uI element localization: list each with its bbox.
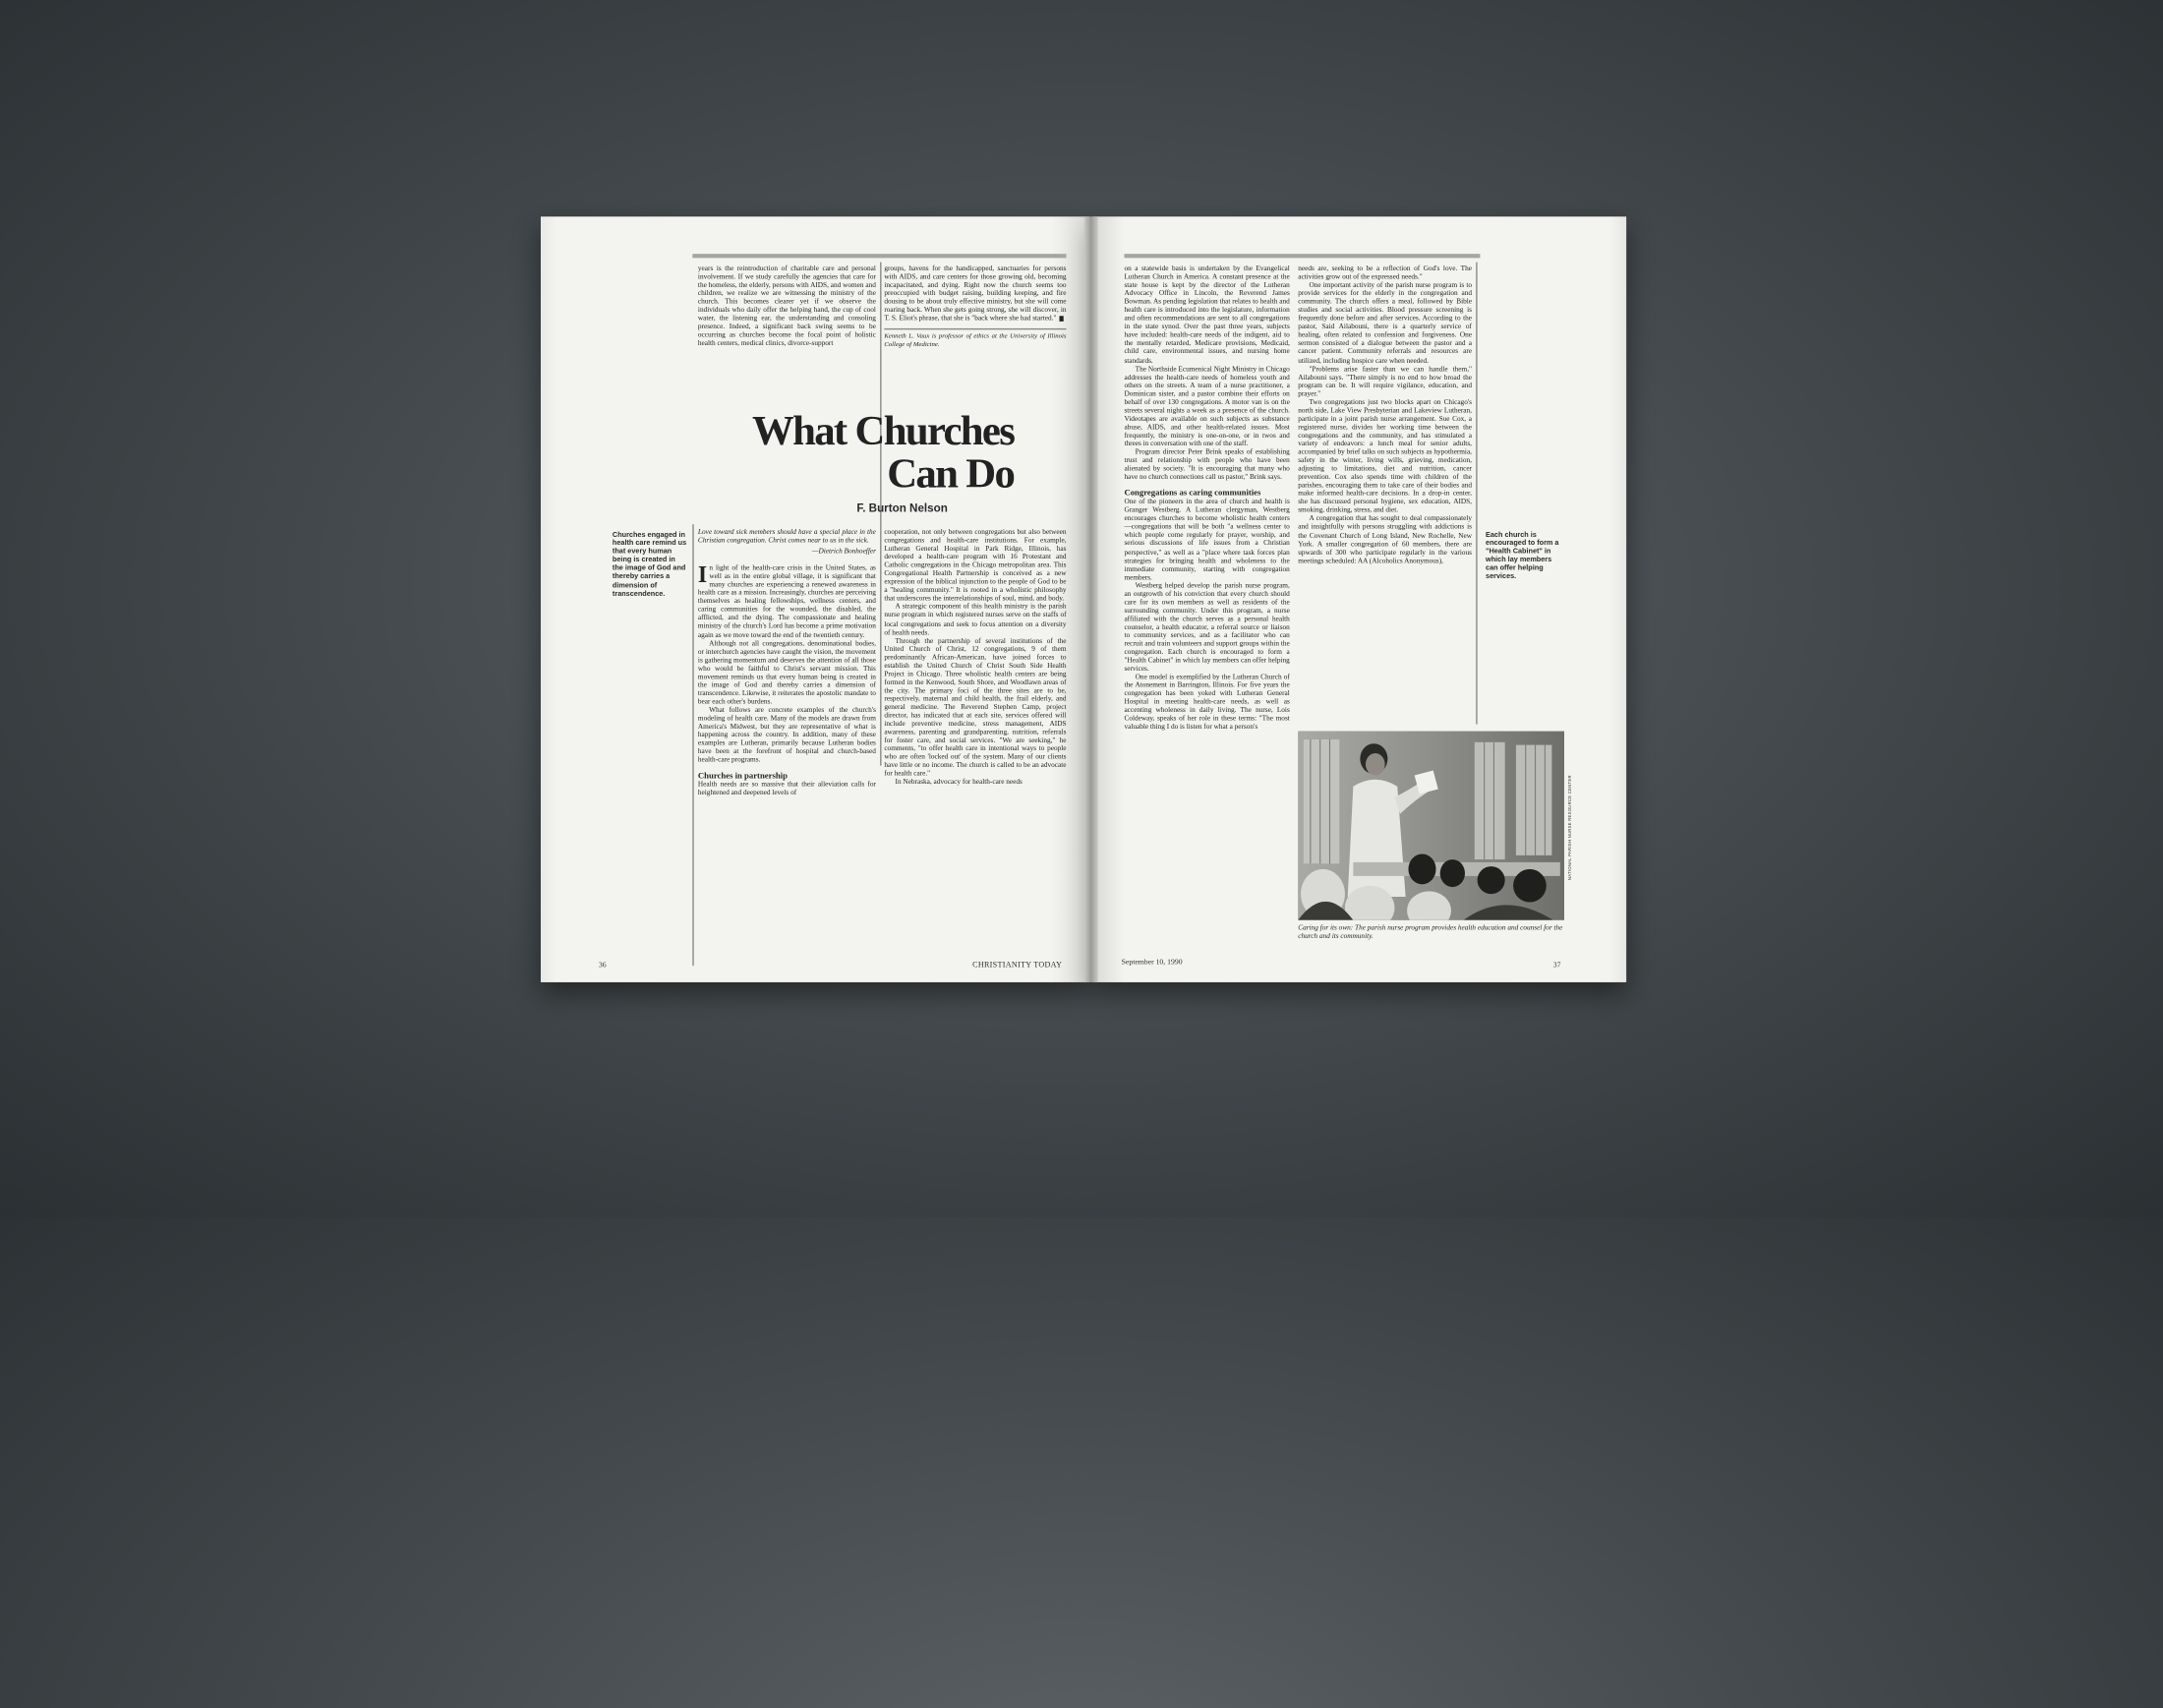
top-rule-left <box>692 254 1066 258</box>
article-column-2 <box>884 528 1066 787</box>
page-number-left: 36 <box>598 961 607 971</box>
article-paragraph-13: Westberg helped develop the parish nurse program, an outgrowth of his conviction that every church should care for its own members as well as residents of the surrounding community. Under this program, a nurse affiliated with the church serves as a personal health counselor, a health educator, a referral source or liaison to community services, and as a facilitator who can recruit and train volunteers and support groups within the congregation. Each church is encouraged to form a "Health Cabinet" in which lay members can offer helping services. <box>1124 581 1290 674</box>
article-paragraph-7: Through the partnership of several institutions of the United Church of Christ, 12 congregations, 9 of them predominantly African-American, have joined forces to establish the United Church of Christ South Side Health Project in Chicago. Three wholistic health centers are being formed in the Kenwood, South Shore, and Woodlawn areas of the city. The primary foci of the three sites are to be, respectively, maternal and child health, the frail elderly, and general medicine. The Reverend Stephen Camp, project director, has indicated that at each site, services offered will include preventive medicine, stress management, AIDS awareness, parenting and grandparenting, nutrition, referrals for foster care, and social services. "We are seeking," he comments, "to offer health care in intentional ways to people who are often 'locked out' of the system. Many of our clients have little or no income. The church is called to be an advocate for health care." <box>884 636 1067 779</box>
parish-nurse-photo <box>1298 732 1564 920</box>
epigraph-attribution: —Dietrich Bonhoeffer <box>812 548 876 557</box>
drop-cap: I <box>697 561 708 588</box>
magazine-name: CHRISTIANITY TODAY <box>972 961 1063 971</box>
article-paragraph-14: One model is exemplified by the Lutheran Church of the Atonement in Barrington, Illinois. For five years the congregation has been yoked with Lutheran General Hospital in meeting health-care needs, as well as accenting wholeness in daily living. The nurse, Lois Coldeway, speaks of her role in these terms: "The most valuable thing I do is listen for what a person's <box>1124 673 1290 733</box>
article-paragraph-12: One of the pioneers in the area of church and health is Granger Westberg. A Lutheran clergyman, Westberg encourages churches to become wholistic health centers—congregations that will be both "a wellness center to which people come regularly for prayer, worship, and serious discussions of life issues from a Christian perspective," as well as a "place where task forces plan strategies for bringing health and wholeness to the immediate community, starting with congregation members. <box>1124 498 1290 582</box>
article-paragraph-2: Although not all congregations, denominational bodies, or interchurch agencies have caught the vision, the movement is gathering momentum and deserves the attention of all those who would be faithful to Christ's servant mission. This movement reminds us that every human being is created in the image of God and thereby carries a dimension of transcendence. Likewise, it reiterates the apostolic mandate to bear each other's burdens. <box>697 639 876 707</box>
article-paragraph-5: cooperation, not only between congregations but also between congregations and health-care institutions. For example, Lutheran General Hospital in Park Ridge, Illinois, has developed a health-care program with 16 Protestant and Catholic congregations in the Chicago metropolitan area. This Congregational Health Partnership is conceived as a new expression of the biblical injunction to the people of God to be a "healing community." It is rooted in a wholistic philosophy that underscores the interrelationships of soul, mind, and body. <box>884 528 1067 604</box>
article-paragraph-18: Two congregations just two blocks apart on Chicago's north side, Lake View Presbyterian and Lakeview Lutheran, participate in a joint parish nurse arrangement. Sue Cox, a registered nurse, divides her working time between the congregations and the community, and has stimulated a variety of endeavors: a lunch meal for senior adults, accompanied by brief talks on such subjects as hypothermia, safety in the winter, living wills, grieving, medication, adjusting to limitations, diet and nutrition, cancer prevention. Cox also spends time with children of the parishes, encouraging them to take care of their bodies and make informed health-care decisions. In a drop-in center, she has discussed personal hygiene, sex education, AIDS, smoking, drinking, stress, and diet. <box>1298 398 1473 515</box>
article-paragraph-1: n light of the health-care crisis in the United States, as well as in the entire global village, it is significant that many churches are experiencing a renewed awareness in health care as a mission. Increasingly, churches are perceiving themselves as healing fellowships, wellness centers, and caring communities for the wounded, the disabled, the afflicted, and the dying. The compassionate and healing ministry of the church's Lord has become a prime motivation again as we move toward the end of the twentieth century. <box>697 564 876 640</box>
article-paragraph-4: Health needs are so massive that their alleviation calls for heightened and deepened levels of <box>697 781 876 798</box>
article-title <box>692 406 1015 498</box>
article-paragraph-6: A strategic component of this health ministry is the parish nurse program in which registered nurses serve on the staffs of local congregations and seek to focus attention on a diversity of health needs. <box>884 603 1067 637</box>
article-column-3 <box>1124 265 1289 732</box>
subhead-caring-communities: Congregations as caring communities <box>1124 488 1261 499</box>
spread-gutter <box>1084 216 1098 982</box>
article-column-4 <box>1298 265 1472 564</box>
issue-date: September 10, 1990 <box>1121 959 1183 968</box>
article-paragraph-19: A congregation that has sought to deal compassionately and insightfully with persons struggling with addictions is the Covenant Church of Long Island, New Rochelle, New York. A smaller congregation of 60 members, there are upwards of 300 who participate regularly in the various meetings scheduled: AA (Alcoholics Anonymous), <box>1298 514 1473 565</box>
prev-article-column-1 <box>698 265 876 348</box>
article-paragraph-17: "Problems arise faster than we can handle them," Ailabouni says. "There simply is no end to how broad the program can be. It will require vigilance, education, and prayer." <box>1298 365 1473 399</box>
prev-article-text-1: years is the reintroduction of charitable care and personal involvement. If we study carefully the agencies that care for the homeless, the elderly, persons with AIDS, and women and children, we realize we are witnessing the ministry of the church. This becomes clearer yet if we observe the individuals who daily offer the helping hand, the cup of cool water, the listening ear, the understanding and consoling presence. Indeed, a significant back swing seems to be occurring as churches become the focal point of holistic health centers, medical clinics, divorce-support <box>697 265 876 349</box>
article-paragraph-3: What follows are concrete examples of the church's modeling of health care. Many of the models are drawn from America's Midwest, but they are representative of what is happening across the country. In addition, many of these examples are Lutheran, primarily because Lutheran bodies have been at the forefront of hospital and church-based health-care programs. <box>697 706 876 765</box>
epigraph: Love toward sick members should have a special place in the Christian congregation. Christ comes near to us in the sick. <box>697 528 876 546</box>
article-paragraph-10: The Northside Ecumenical Night Ministry in Chicago addresses the health-care needs of homeless youth and others on the streets. A team of a nurse practitioner, a Dominican sister, and a pastor combine their efforts on behalf of over 130 congregations. A motor van is on the streets several nights a week as a presence of the church. Videotapes are available on such subjects as substance abuse, AIDS, and other health-related issues. Most frequently, the ministry is one-on-one, or in twos and threes in conversation with one of the staff. <box>1124 365 1290 448</box>
pull-quote-left: Churches engaged in health care remind us that every human being is created in the image of God and thereby carries a dimension of transcendence. <box>612 531 687 599</box>
bio-rule <box>884 328 1066 329</box>
page-number-right: 37 <box>1552 961 1561 971</box>
byline: F. Burton Nelson <box>856 501 948 515</box>
prev-article-text-2: groups, havens for the handicapped, sanctuaries for persons with AIDS, and care centers for those growing old, becoming incapacitated, and dying. Right now the church seems too preoccupied with budget raising, building keeping, and fire dousing to be about truly effective ministry, but she will come roaring back. When she gets going strong, she will discover, in T. S. Eliot's phrase, that she is "back where she had started." <box>884 265 1067 324</box>
top-rule-right <box>1124 254 1480 258</box>
article-paragraph-11: Program director Peter Brink speaks of establishing trust and relationship with people who have been alienated by society. "It is encouraging that many who have no church connections call us pastor," Brink says. <box>1124 448 1290 482</box>
left-column-rule <box>692 524 693 966</box>
article-paragraph-15: needs are, seeking to be a reflection of God's love. The activities grow out of the expressed needs." <box>1298 265 1473 282</box>
author-bio: Kenneth L. Vaux is professor of ethics at the University of Illinois College of Medicine. <box>884 333 1067 349</box>
article-paragraph-8: In Nebraska, advocacy for health-care needs <box>895 778 1023 788</box>
prev-article-column-2 <box>884 265 1066 349</box>
pull-quote-right: Each church is encouraged to form a "Health Cabinet" in which lay members can offer helping services. <box>1486 531 1559 582</box>
article-paragraph-16: One important activity of the parish nurse program is to provide services for the elderly in the congregation and community. The church offers a meal, followed by Bible studies and social activities. Blood pressure screening is frequently done before and after services. According to the pastor, Said Ailabouni, there is a quarterly service of healing, often related to confession and forgiveness. One sermon consisted of a dialogue between the pastor and a cancer patient. Community referrals and resources are utilized, including hospice care when needed. <box>1298 281 1473 366</box>
right-column-rule <box>1476 263 1477 725</box>
photo-illustration <box>1298 732 1564 920</box>
article-column-1 <box>698 528 876 797</box>
photo-caption: Caring for its own: The parish nurse program provides health education and counsel for the church and its community. <box>1298 924 1563 941</box>
end-mark-icon <box>1059 316 1064 321</box>
photo-credit: NATIONAL PARISH NURSE RESOURCE CENTER <box>1566 774 1573 880</box>
subhead-partnership: Churches in partnership <box>697 771 788 782</box>
article-title-line-2: Can Do <box>887 449 1015 498</box>
article-title-line-1: What Churches <box>751 406 1015 454</box>
article-paragraph-9: on a statewide basis is undertaken by the Evangelical Lutheran Church in America. A constant presence at the state house is kept by the director of the Lutheran Advocacy Office in Lincoln, the Reverend James Bowman. As pending legislation that relates to health and health care is introduced into the legislature, information and often recommendations are sent to all congregations in the state synod. Over the past three years, subjects have included: health-care needs of the indigent, aid to the mentally retarded, Medicare provisions, Medicaid, child care, environmental issues, and nursing home standards. <box>1124 265 1290 366</box>
